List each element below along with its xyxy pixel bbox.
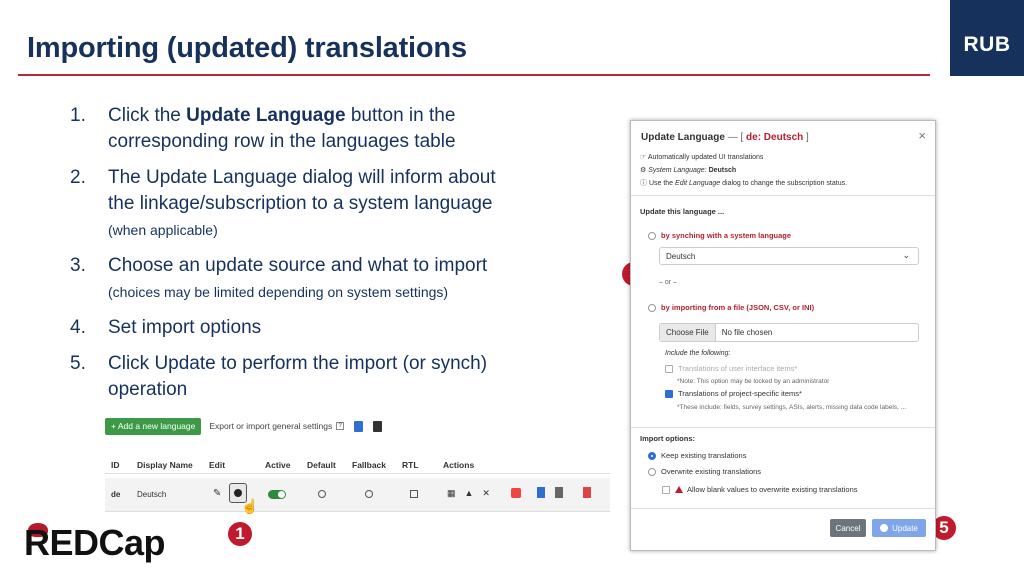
add-language-button[interactable]: + Add a new language	[105, 418, 201, 435]
step-number: 1.	[70, 105, 86, 126]
divider	[631, 427, 935, 428]
redcap-logo: REDCap	[24, 522, 166, 563]
col-id: ID	[111, 460, 120, 470]
choose-file-button[interactable]: Choose File	[660, 324, 716, 341]
step-number: 2.	[70, 167, 86, 188]
update-button[interactable]: Update	[872, 519, 926, 537]
step-number: 3.	[70, 255, 86, 276]
slide-title: Importing (updated) translations	[27, 32, 467, 64]
action-export-icon[interactable]	[537, 487, 545, 498]
cursor-hand-icon: ☝	[241, 498, 259, 514]
divider	[631, 195, 935, 196]
chevron-down-icon: ⌄	[902, 250, 910, 260]
step-5	[70, 351, 510, 403]
ui-translations-checkbox[interactable]: Translations of user interface items*	[665, 364, 797, 373]
step-1	[70, 103, 510, 155]
ui-note: *Note: This option may be locked by an administrator	[677, 378, 830, 385]
active-toggle[interactable]	[268, 490, 286, 501]
title-rule	[18, 74, 930, 76]
step-number: 5.	[70, 353, 86, 374]
project-note: *These include: fields, survey settings, ASIs, alerts, missing data code labels, ...	[677, 404, 907, 411]
col-fallback: Fallback	[352, 460, 387, 470]
col-edit: Edit	[209, 460, 226, 470]
update-icon	[234, 489, 242, 497]
step-number: 4.	[70, 317, 86, 338]
import-file-icon[interactable]	[373, 421, 382, 432]
project-translations-checkbox[interactable]: Translations of project-specific items*	[665, 389, 802, 398]
edit-pencil-icon[interactable]: ✎	[213, 488, 222, 499]
close-icon[interactable]: ×	[918, 128, 926, 143]
export-file-icon[interactable]	[354, 421, 363, 432]
action-icons[interactable]: ▦▲✕	[447, 488, 499, 498]
export-import-label: Export or import general settings	[209, 421, 333, 431]
action-file-icon[interactable]	[555, 487, 563, 498]
dialog-info	[640, 151, 847, 190]
languages-table	[105, 416, 610, 514]
trash-icon[interactable]	[583, 487, 591, 498]
table-header	[105, 458, 610, 474]
default-radio[interactable]	[318, 490, 326, 500]
help-icon[interactable]: ?	[336, 422, 344, 430]
col-display-name: Display Name	[137, 460, 193, 470]
include-label: Include the following:	[665, 350, 731, 357]
option-sync-radio[interactable]: by synching with a system language	[648, 231, 791, 240]
update-heading: Update this language ...	[640, 207, 725, 216]
step-text: The Update Language dialog will inform about the linkage/subscription to a system language (when applicable)	[108, 167, 496, 238]
badge-1: 1	[228, 522, 252, 546]
steps-list	[70, 103, 510, 413]
step-2	[70, 165, 510, 243]
row-display-name: Deutsch	[137, 490, 167, 499]
rtl-checkbox[interactable]	[410, 490, 418, 500]
step-4	[70, 315, 510, 341]
step-text: Set import options	[108, 317, 262, 338]
import-options-heading: Import options:	[640, 434, 695, 443]
col-default: Default	[307, 460, 336, 470]
file-status: No file chosen	[721, 328, 773, 337]
dialog-footer	[631, 508, 935, 550]
action-image-icon[interactable]	[511, 488, 521, 498]
option-file-radio[interactable]: by importing from a file (JSON, CSV, or INI)	[648, 303, 814, 312]
info-auto-update: ☞ Automatically updated UI translations	[640, 154, 764, 161]
col-rtl: RTL	[402, 460, 419, 470]
badge-5: 5	[932, 516, 956, 540]
col-active: Active	[265, 460, 291, 470]
info-system-language: ⚙ System Language: Deutsch	[640, 167, 737, 174]
update-language-dialog	[630, 120, 936, 551]
keep-existing-radio[interactable]: Keep existing translations	[648, 451, 746, 460]
table-toolbar	[105, 416, 610, 436]
col-actions: Actions	[443, 460, 475, 470]
table-row	[105, 478, 610, 512]
step-text: Click Update to perform the import (or synch) operation	[108, 353, 488, 400]
info-subscription: ⓘ Use the Edit Language dialog to change the subscription status.	[640, 180, 848, 187]
dialog-title: Update Language — [ de: Deutsch ]	[641, 132, 809, 143]
row-id: de	[111, 490, 121, 499]
update-icon	[880, 524, 888, 532]
fallback-radio[interactable]	[365, 490, 373, 500]
system-language-select[interactable]: Deutsch ⌄	[659, 247, 919, 265]
step-text: Click the Update Language button in the corresponding row in the languages table	[108, 105, 456, 152]
step-text: Choose an update source and what to import (choices may be limited depending on system settings)	[108, 255, 488, 300]
warning-icon	[675, 486, 683, 493]
or-separator: – or –	[659, 279, 677, 286]
allow-blank-checkbox[interactable]: Allow blank values to overwrite existing translations	[662, 485, 858, 494]
rub-logo: RUB	[950, 0, 1024, 76]
overwrite-existing-radio[interactable]: Overwrite existing translations	[648, 467, 761, 476]
file-input[interactable]	[659, 323, 919, 342]
step-3	[70, 253, 510, 305]
cancel-button[interactable]: Cancel	[830, 519, 866, 537]
